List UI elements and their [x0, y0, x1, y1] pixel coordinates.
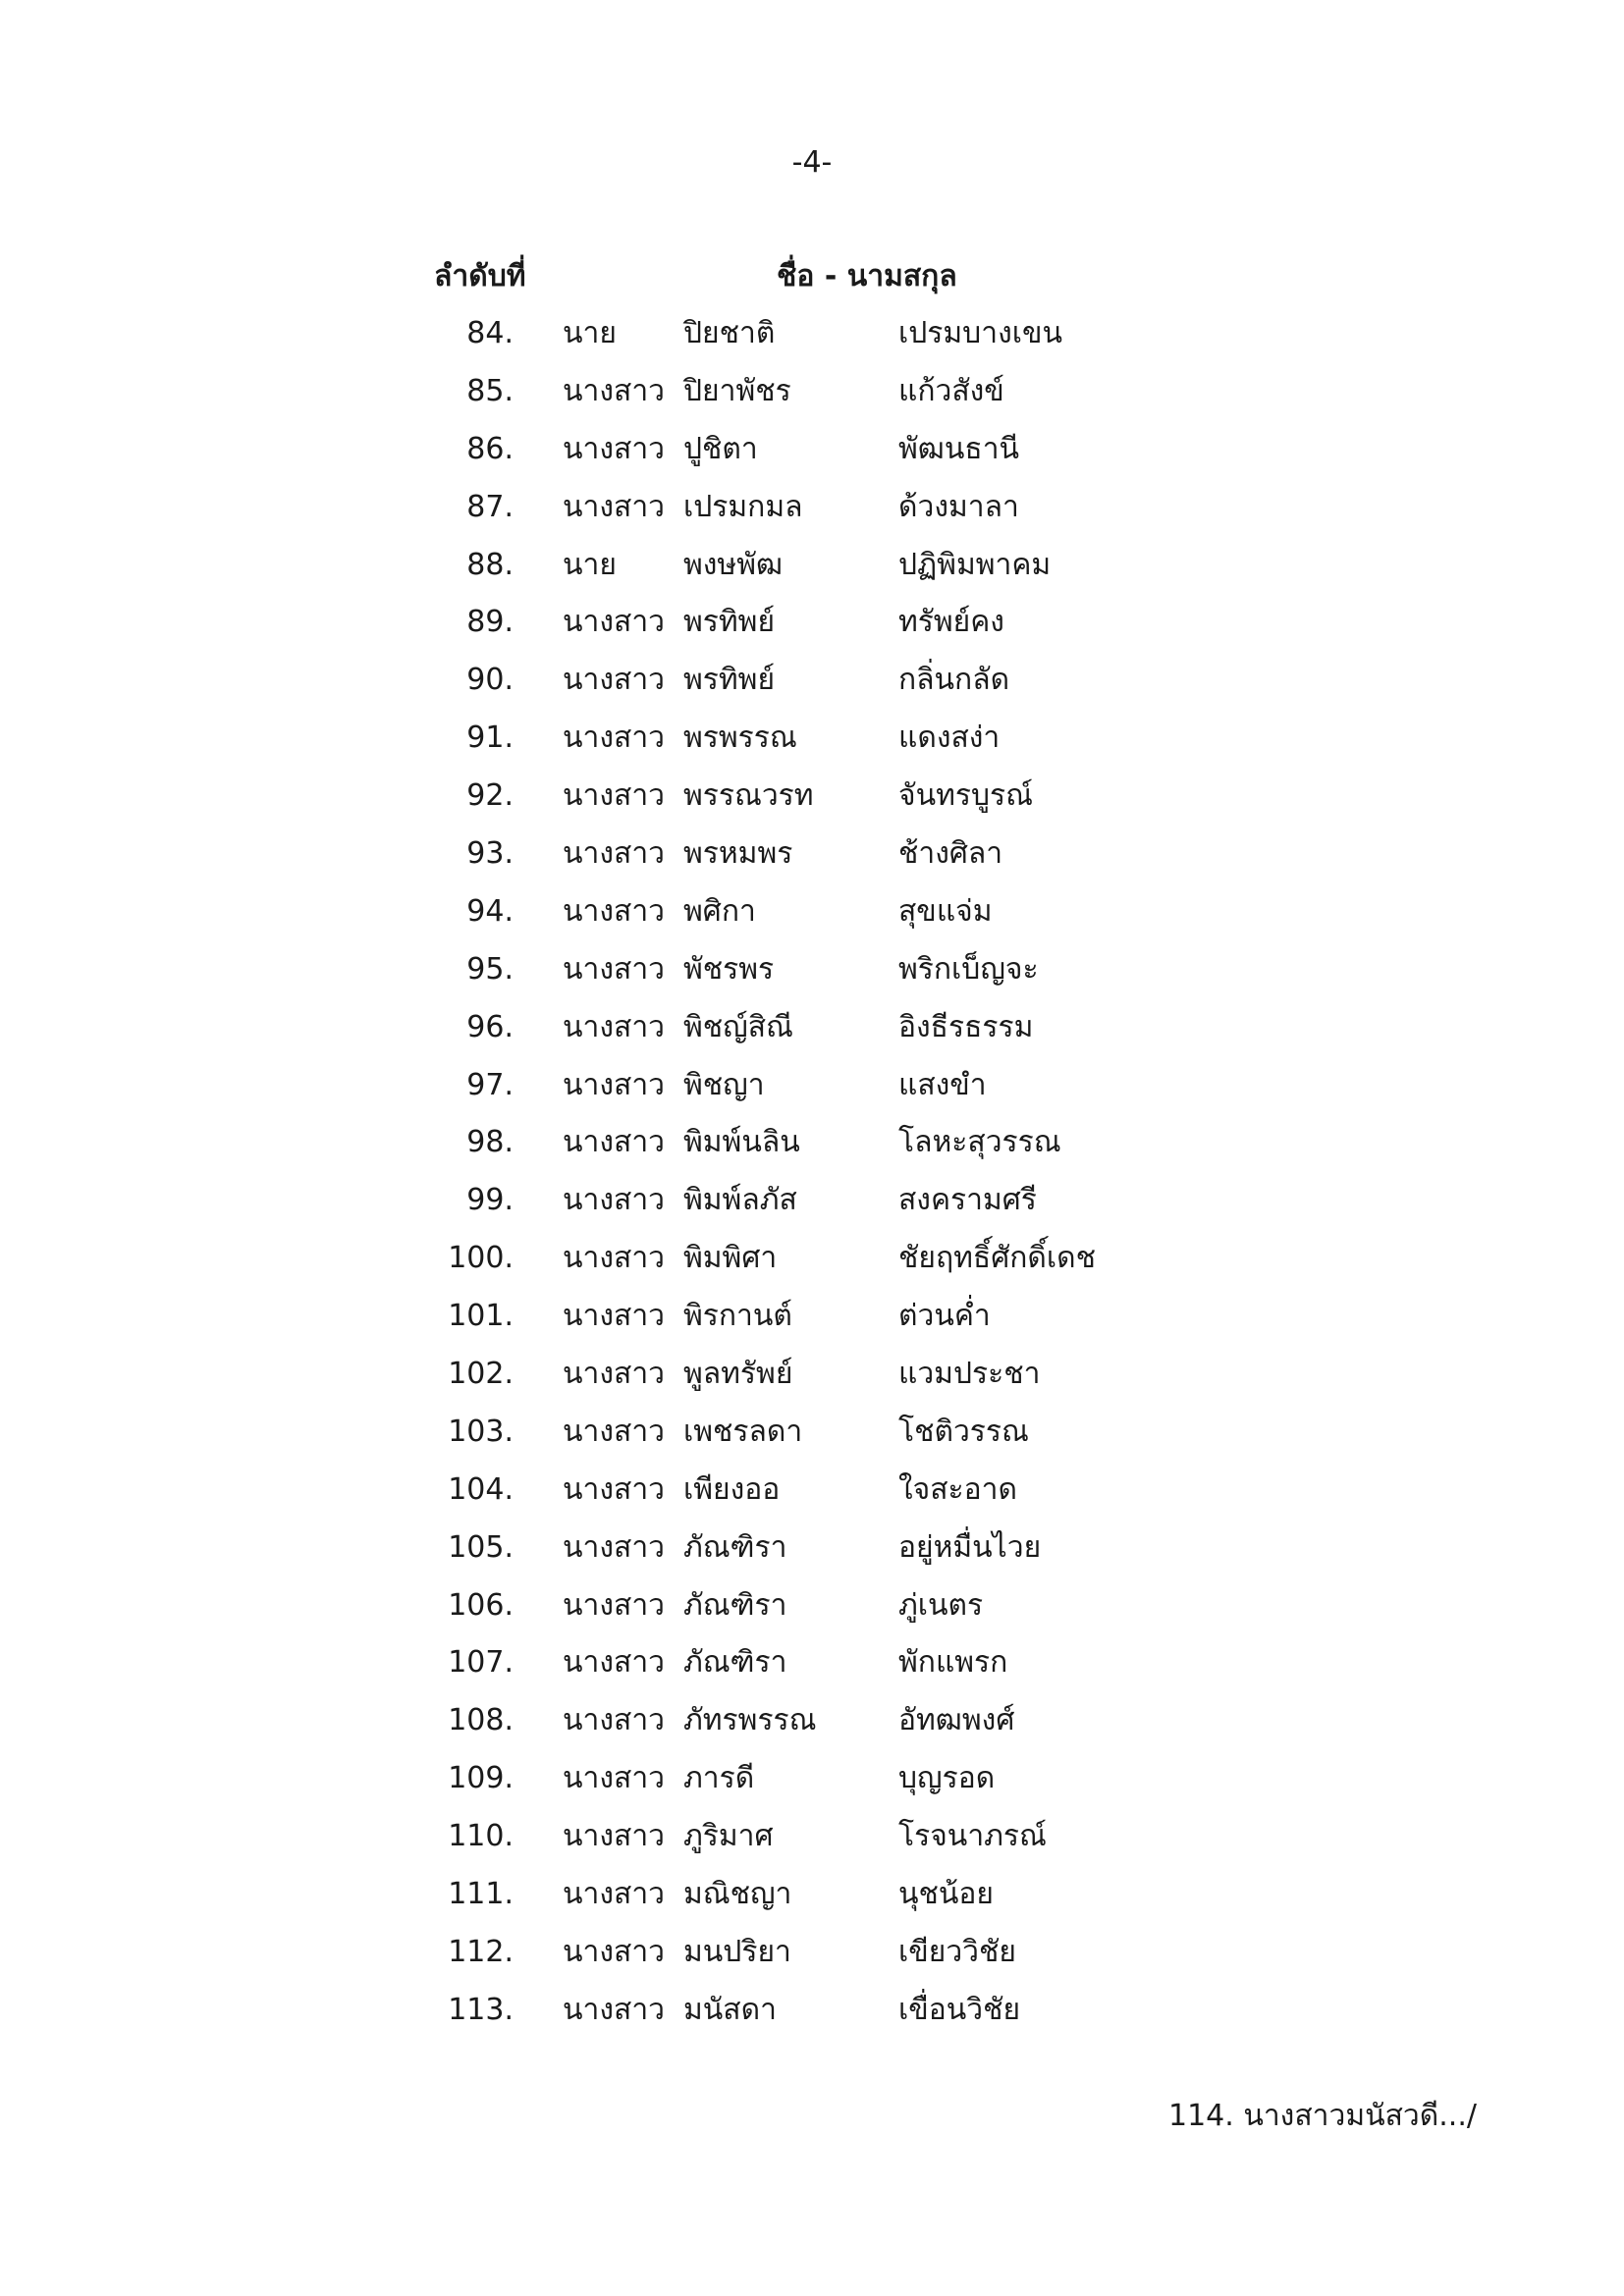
- list-item: [0, 486, 1624, 544]
- list-item: [0, 832, 1624, 890]
- first-name: เพียงออ: [683, 1471, 781, 1507]
- list-item: [0, 1121, 1624, 1179]
- list-item: [0, 1699, 1624, 1757]
- row-number: 91.: [466, 721, 514, 756]
- last-name: โลหะสุวรรณ: [898, 1125, 1061, 1160]
- first-name: ปูชิตา: [683, 431, 758, 466]
- last-name: เขียววิชัย: [898, 1934, 1016, 1969]
- first-name: มนัสดา: [683, 1992, 777, 2027]
- row-number: 109.: [448, 1761, 514, 1796]
- list-item: [0, 1873, 1624, 1931]
- name-prefix: นางสาว: [563, 1934, 666, 1969]
- first-name: ภัณฑิรา: [683, 1587, 787, 1623]
- row-number: 87.: [466, 489, 514, 524]
- continuation-note: 114. นางสาวมนัสวดี.../: [1168, 2099, 1477, 2133]
- list-item: [0, 1295, 1624, 1353]
- last-name: ปฏิพิมพาคม: [898, 547, 1052, 582]
- last-name: แดงสง่า: [898, 721, 1001, 756]
- last-name: เขื่อนวิชัย: [898, 1992, 1021, 2027]
- first-name: พัชรพร: [683, 951, 775, 987]
- list-item: [0, 774, 1624, 832]
- row-number: 105.: [448, 1529, 514, 1565]
- list-item: [0, 1468, 1624, 1526]
- list-item: [0, 1064, 1624, 1122]
- first-name: พรรณวรท: [683, 778, 814, 814]
- name-prefix: นางสาว: [563, 1414, 666, 1449]
- list-item: [0, 370, 1624, 428]
- first-name: พิมพ์ลภัส: [683, 1183, 797, 1218]
- row-number: 96.: [466, 1009, 514, 1044]
- last-name: ใจสะอาด: [898, 1471, 1017, 1507]
- row-number: 93.: [466, 836, 514, 872]
- row-number: 113.: [448, 1992, 514, 2027]
- last-name: โรจนาภรณ์: [898, 1819, 1047, 1854]
- first-name: พรทิพย์: [683, 605, 776, 640]
- list-item: [0, 1179, 1624, 1237]
- first-name: พูลทรัพย์: [683, 1357, 793, 1392]
- last-name: อิงธีรธรรม: [898, 1009, 1034, 1044]
- row-number: 90.: [466, 663, 514, 698]
- name-prefix: นางสาว: [563, 1877, 666, 1912]
- first-name: พิมพ์นลิน: [683, 1125, 800, 1160]
- name-prefix: นางสาว: [563, 1183, 666, 1218]
- first-name: ภัทรพรรณ: [683, 1703, 817, 1738]
- last-name: นุชน้อย: [898, 1877, 994, 1912]
- last-name: บุญรอด: [898, 1761, 996, 1796]
- first-name: มณิชญา: [683, 1877, 792, 1912]
- name-prefix: นางสาว: [563, 778, 666, 814]
- row-number: 112.: [448, 1934, 514, 1969]
- name-prefix: นางสาว: [563, 1471, 666, 1507]
- list-item: [0, 1931, 1624, 1989]
- last-name: ภู่เนตร: [898, 1587, 984, 1623]
- first-name: พิชญา: [683, 1067, 765, 1102]
- name-prefix: นางสาว: [563, 893, 666, 929]
- list-item: [0, 544, 1624, 602]
- first-name: มนปริยา: [683, 1934, 791, 1969]
- row-number: 107.: [448, 1645, 514, 1681]
- first-name: พรหมพร: [683, 836, 793, 872]
- name-prefix: นางสาว: [563, 836, 666, 872]
- name-prefix: นางสาว: [563, 951, 666, 987]
- row-number: 103.: [448, 1414, 514, 1449]
- last-name: แก้วสังข์: [898, 373, 1004, 408]
- page-number: -4-: [791, 145, 833, 180]
- name-prefix: นางสาว: [563, 1067, 666, 1102]
- row-number: 110.: [448, 1819, 514, 1854]
- name-prefix: นางสาว: [563, 1357, 666, 1392]
- last-name: ต่วนค่ำ: [898, 1299, 991, 1334]
- list-item: [0, 1989, 1624, 2047]
- name-prefix: นางสาว: [563, 1761, 666, 1796]
- last-name: สงครามศรี: [898, 1183, 1037, 1218]
- first-name: พรพรรณ: [683, 721, 797, 756]
- list-item: [0, 1237, 1624, 1295]
- last-name: เปรมบางเขน: [898, 316, 1062, 350]
- row-number: 85.: [466, 373, 514, 408]
- name-prefix: นางสาว: [563, 1819, 666, 1854]
- name-prefix: นางสาว: [563, 373, 666, 408]
- last-name: พักแพรก: [898, 1645, 1008, 1681]
- row-number: 99.: [466, 1183, 514, 1218]
- first-name: พศิกา: [683, 893, 756, 929]
- row-number: 84.: [466, 316, 514, 350]
- first-name: ภัณฑิรา: [683, 1645, 787, 1681]
- name-list: [0, 312, 1624, 2047]
- list-item: [0, 659, 1624, 717]
- last-name: โชติวรรณ: [898, 1414, 1029, 1449]
- first-name: เพชรลดา: [683, 1414, 803, 1449]
- last-name: สุขแจ่ม: [898, 893, 993, 929]
- name-column-header: ชื่อ - นามสกุล: [777, 259, 957, 294]
- first-name: ภูริมาศ: [683, 1819, 774, 1854]
- name-prefix: นางสาว: [563, 1009, 666, 1044]
- name-prefix: นาย: [563, 316, 617, 350]
- list-item: [0, 1815, 1624, 1873]
- row-number: 97.: [466, 1067, 514, 1102]
- name-prefix: นางสาว: [563, 1241, 666, 1276]
- row-number: 89.: [466, 605, 514, 640]
- last-name: พริกเบ็ญจะ: [898, 951, 1039, 987]
- name-prefix: นางสาว: [563, 1645, 666, 1681]
- first-name: เปรมกมล: [683, 489, 803, 524]
- first-name: ปิยชาติ: [683, 316, 776, 350]
- name-prefix: นาย: [563, 547, 617, 582]
- list-item: [0, 601, 1624, 659]
- row-number: 111.: [448, 1877, 514, 1912]
- list-item: [0, 1641, 1624, 1699]
- first-name: พิมพิศา: [683, 1241, 778, 1276]
- name-prefix: นางสาว: [563, 1529, 666, 1565]
- first-name: พงษพัฒ: [683, 547, 784, 582]
- last-name: กลิ่นกลัด: [898, 663, 1010, 698]
- list-item: [0, 890, 1624, 948]
- row-number: 106.: [448, 1587, 514, 1623]
- row-number: 104.: [448, 1471, 514, 1507]
- list-item: [0, 1757, 1624, 1815]
- last-name: จันทรบูรณ์: [898, 778, 1033, 814]
- last-name: แวมประชา: [898, 1357, 1041, 1392]
- last-name: อยู่หมื่นไวย: [898, 1529, 1042, 1565]
- list-item: [0, 717, 1624, 774]
- list-item: [0, 1353, 1624, 1411]
- first-name: ภัณฑิรา: [683, 1529, 787, 1565]
- list-item: [0, 312, 1624, 370]
- name-prefix: นางสาว: [563, 431, 666, 466]
- first-name: พิรกานต์: [683, 1299, 792, 1334]
- first-name: พรทิพย์: [683, 663, 776, 698]
- name-prefix: นางสาว: [563, 1299, 666, 1334]
- row-number: 102.: [448, 1357, 514, 1392]
- last-name: พัฒนธานี: [898, 431, 1020, 466]
- name-prefix: นางสาว: [563, 1992, 666, 2027]
- list-item: [0, 1411, 1624, 1468]
- list-item: [0, 1526, 1624, 1584]
- row-number: 98.: [466, 1125, 514, 1160]
- last-name: ช้างศิลา: [898, 836, 1003, 872]
- last-name: ทรัพย์คง: [898, 605, 1004, 640]
- row-number: 94.: [466, 893, 514, 929]
- list-item: [0, 948, 1624, 1006]
- last-name: แสงขำ: [898, 1067, 987, 1102]
- first-name: ภารดี: [683, 1761, 755, 1796]
- row-number: 101.: [448, 1299, 514, 1334]
- row-number: 88.: [466, 547, 514, 582]
- name-prefix: นางสาว: [563, 721, 666, 756]
- list-item: [0, 1584, 1624, 1642]
- last-name: ด้วงมาลา: [898, 489, 1019, 524]
- row-number: 108.: [448, 1703, 514, 1738]
- name-prefix: นางสาว: [563, 489, 666, 524]
- name-prefix: นางสาว: [563, 1587, 666, 1623]
- first-name: ปิยาพัชร: [683, 373, 791, 408]
- first-name: พิชญ์สิณี: [683, 1009, 793, 1044]
- table-header: [0, 253, 1624, 296]
- row-number: 95.: [466, 951, 514, 987]
- name-prefix: นางสาว: [563, 605, 666, 640]
- row-number: 100.: [448, 1241, 514, 1276]
- name-prefix: นางสาว: [563, 1125, 666, 1160]
- row-number: 86.: [466, 431, 514, 466]
- name-prefix: นางสาว: [563, 1703, 666, 1738]
- name-prefix: นางสาว: [563, 663, 666, 698]
- last-name: ชัยฤทธิ์ศักดิ์เดช: [898, 1241, 1096, 1276]
- list-item: [0, 1006, 1624, 1064]
- list-item: [0, 428, 1624, 486]
- last-name: อัทฒพงศ์: [898, 1703, 1015, 1738]
- order-column-header: ลำดับที่: [434, 259, 526, 294]
- row-number: 92.: [466, 778, 514, 814]
